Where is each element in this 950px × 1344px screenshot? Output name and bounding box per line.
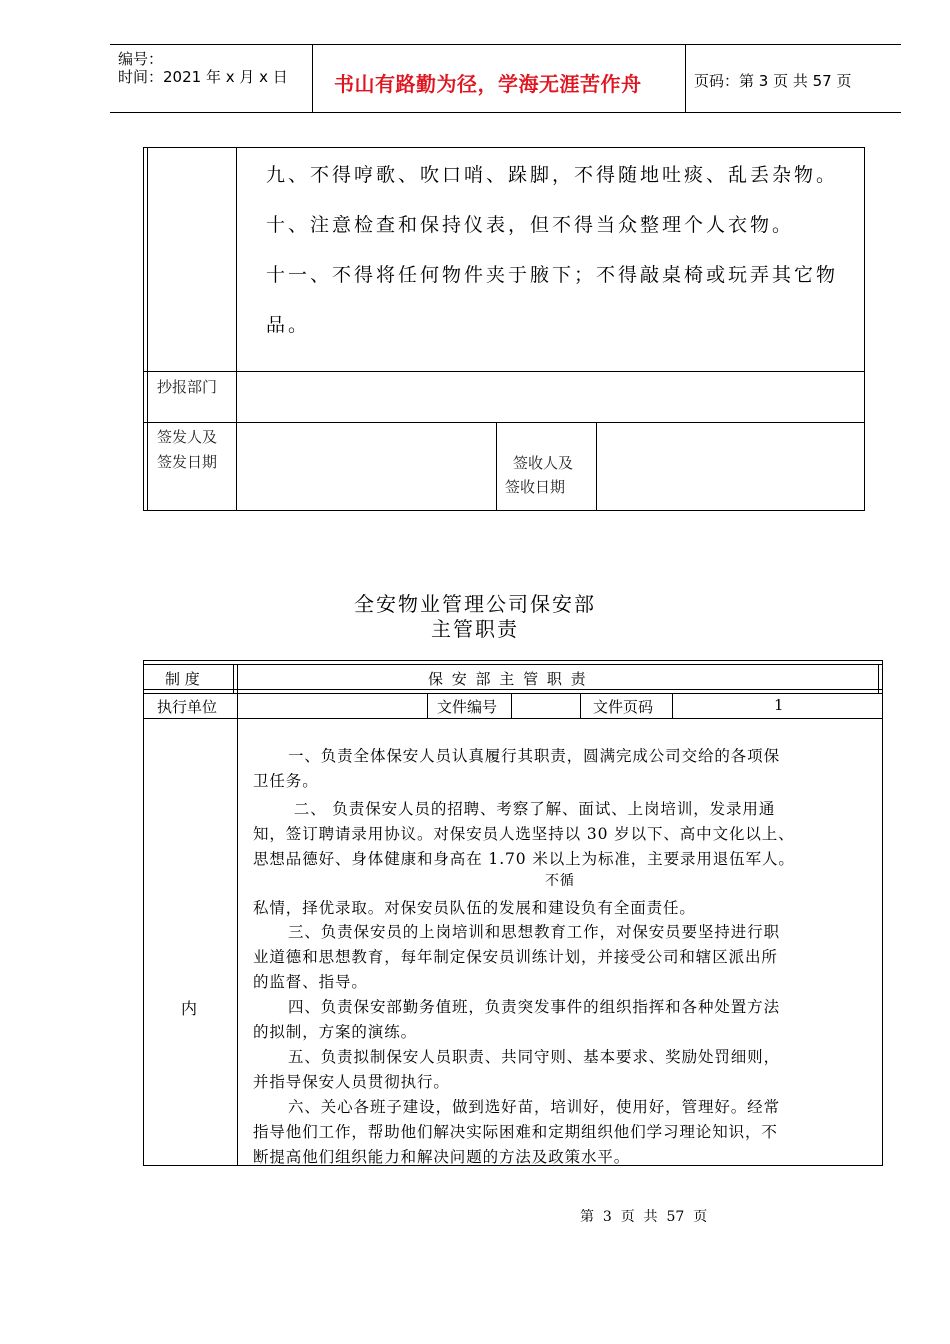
rule-item-11-continued: 品。 bbox=[266, 314, 311, 336]
document-time-label: 时间：2021 年 x 月 x 日 bbox=[118, 68, 288, 86]
page-footer: 第 3 页 共 57 页 bbox=[580, 1209, 708, 1225]
duty-line: 卫任务。 bbox=[253, 772, 319, 790]
rules-table-outer-left bbox=[143, 147, 144, 511]
duty-line: 私情，择优录取。对保安员队伍的发展和建设负有全面责任。 bbox=[253, 899, 696, 917]
duty-line: 四、负责保安部勤务值班，负责突发事件的组织指挥和各种处置方法 bbox=[253, 998, 780, 1016]
duty-col-file-no-left bbox=[427, 693, 428, 719]
duty-line: 并指导保安人员贯彻执行。 bbox=[253, 1073, 450, 1091]
rules-table-right bbox=[864, 147, 865, 511]
duty-table-left bbox=[143, 660, 144, 1166]
header-page-info: 页码：第 3 页 共 57 页 bbox=[694, 72, 852, 90]
duty-line: 五、负责拟制保安人员职责、共同守则、基本要求、奖励处罚细则， bbox=[253, 1048, 780, 1066]
duty-col-file-page-left bbox=[580, 693, 581, 719]
document-code-label: 编号： bbox=[118, 50, 164, 68]
duty-row-divider-2 bbox=[143, 718, 883, 719]
rule-item-11: 十一、不得将任何物件夹于腋下；不得敲桌椅或玩弄其它物 bbox=[266, 264, 839, 286]
exec-unit-label: 执行单位 bbox=[157, 698, 218, 716]
header-bottom-rule bbox=[110, 112, 901, 113]
duty-line: 业道德和思想教育，每年制定保安员训练计划，并接受公司和辖区派出所 bbox=[253, 948, 778, 966]
duty-line: 一、负责全体保安人员认真履行其职责，圆满完成公司交给的各项保 bbox=[253, 747, 780, 765]
header-top-rule bbox=[110, 44, 901, 45]
rules-table-bottom bbox=[143, 510, 865, 511]
receiver-label-line2: 签收日期 bbox=[505, 478, 566, 496]
system-value: 保 安 部 主 管 职 责 bbox=[428, 670, 588, 688]
duty-line: 三、负责保安员的上岗培训和思想教育工作，对保安员要坚持进行职 bbox=[253, 923, 780, 941]
duty-label-col-a bbox=[233, 664, 234, 694]
duty-row-divider-1a bbox=[143, 689, 883, 690]
duty-col-file-page-right bbox=[672, 693, 673, 719]
duty-line: 六、关心各班子建设，做到选好苗，培训好，使用好，管理好。经常 bbox=[253, 1098, 780, 1116]
duty-line: 断提高他们组织能力和解决问题的方法及政策水平。 bbox=[253, 1148, 631, 1166]
duty-row-divider-1b bbox=[143, 693, 883, 694]
duty-line: 知，签订聘请录用协议。对保安员人选坚持以 30 岁以下、高中文化以上、 bbox=[253, 825, 795, 843]
system-label: 制 度 bbox=[165, 670, 200, 688]
header-divider-right bbox=[685, 44, 686, 113]
duty-line: 二、 负责保安人员的招聘、考察了解、面试、上岗培训，发录用通 bbox=[253, 800, 776, 818]
duty-table-top-outer bbox=[143, 660, 883, 661]
rules-receiver-divider-right bbox=[596, 422, 597, 511]
duty-col-file-no-right bbox=[511, 693, 512, 719]
file-page-label: 文件页码 bbox=[593, 698, 654, 716]
file-number-label: 文件编号 bbox=[437, 698, 498, 716]
rules-receiver-divider-left bbox=[496, 422, 497, 511]
content-label: 内 bbox=[181, 999, 198, 1018]
rules-row-divider-1 bbox=[143, 371, 865, 372]
issuer-label-line1: 签发人及 bbox=[157, 428, 218, 446]
rule-item-9: 九、不得哼歌、吹口哨、跺脚，不得随地吐痰、乱丢杂物。 bbox=[266, 164, 839, 186]
duty-line: 指导他们工作，帮助他们解决实际困难和定期组织他们学习理论知识，不 bbox=[253, 1123, 778, 1141]
duty-line: 的拟制，方案的演练。 bbox=[253, 1023, 418, 1041]
rules-label-column-divider bbox=[236, 147, 237, 511]
duty-table-top-inner bbox=[143, 664, 883, 665]
header-motto: 书山有路勤为径，学海无涯苦作舟 bbox=[334, 72, 642, 96]
header-divider-left bbox=[312, 44, 313, 113]
receiver-label-line1: 签收人及 bbox=[513, 454, 574, 472]
duty-line: 不循 bbox=[545, 873, 575, 889]
duty-line: 的监督、指导。 bbox=[253, 973, 368, 991]
duty-line: 思想品德好、身体健康和身高在 1.70 米以上为标准，主要录用退伍军人。 bbox=[253, 850, 795, 868]
section-title-company: 全安物业管理公司保安部 bbox=[354, 592, 596, 616]
rule-item-10: 十、注意检查和保持仪表，但不得当众整理个人衣物。 bbox=[266, 214, 795, 236]
issuer-label-line2: 签发日期 bbox=[157, 453, 218, 471]
duty-label-col-b bbox=[237, 664, 238, 1166]
cc-department-label: 抄报部门 bbox=[157, 378, 218, 396]
section-title-role: 主管职责 bbox=[431, 617, 519, 641]
rules-table-inner-left bbox=[147, 147, 148, 511]
rules-row-divider-2 bbox=[143, 422, 865, 423]
rules-table-top bbox=[143, 147, 865, 148]
duty-table-right-outer bbox=[882, 660, 883, 1166]
file-page-value: 1 bbox=[774, 696, 784, 714]
